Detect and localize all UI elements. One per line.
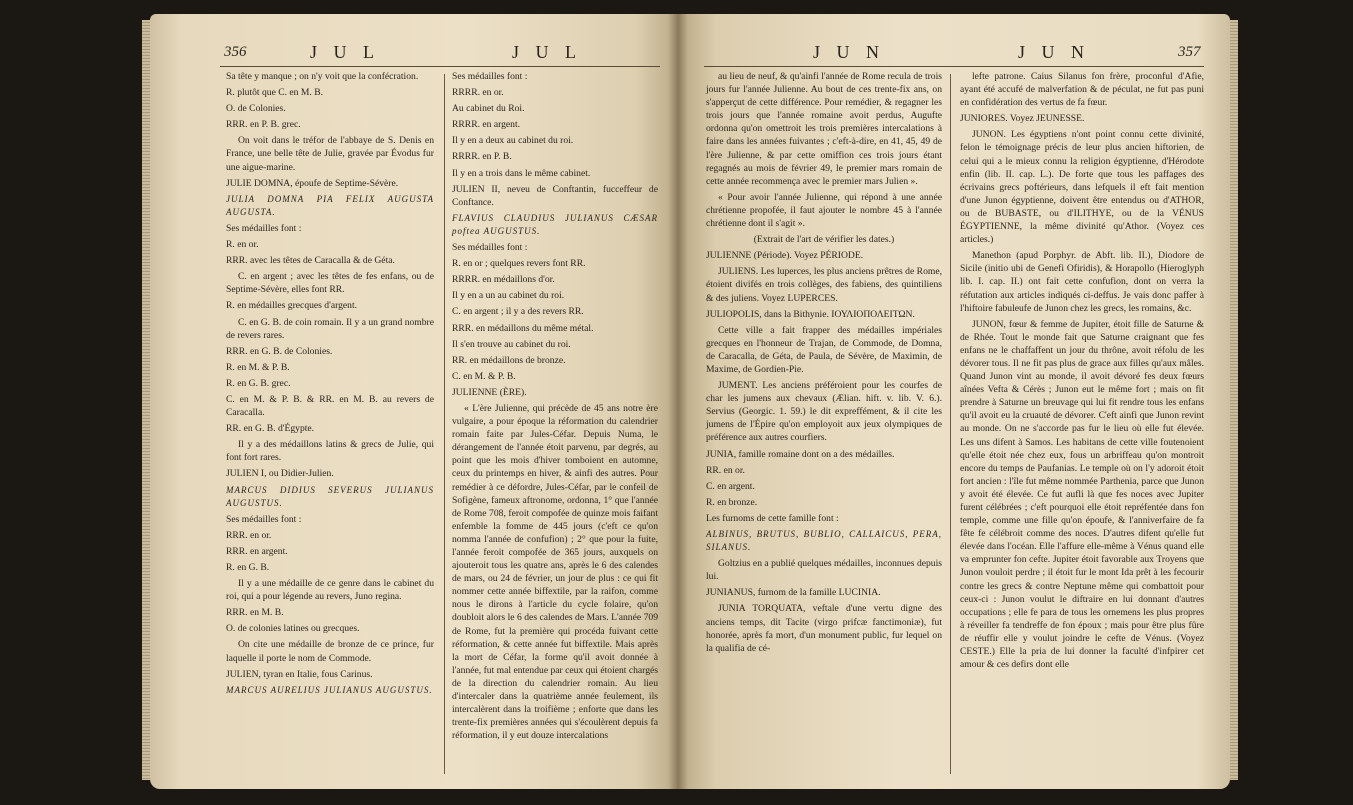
page-edges-left [142,20,150,780]
text-paragraph: MARCUS DIDIUS SEVERUS JULIANUS AUGUSTUS. [226,484,434,508]
text-paragraph: JUMENT. Les anciens préféroient pour les courfes de char les jumens aux chevaux (Ælian. hift. v. lib. V. 6.). Servius (Georgic. 1. 59.) le dit expreffément, & il cite les jumens de l'Épire qu'on employoit aux jeux olympiques de préférence aux autres courfiers. [706,380,942,444]
text-paragraph: R. en or. [226,239,259,251]
text-paragraph: RRRR. en P. B. [452,151,512,163]
running-head: J U N [813,42,886,62]
text-paragraph: Il y a des médaillons latins & grecs de Julie, qui font fort rares. [226,439,434,464]
text-paragraph: ALBINUS, BRUTUS, BUBLIO, CALLAICUS, PERA, SILANUS. [706,529,942,553]
text-paragraph: RRR. en médaillons du même métal. [452,322,594,334]
text-paragraph: Il y en a trois dans le même cabinet. [452,167,591,179]
page-number: 357 [1178,44,1201,60]
text-paragraph: « L'ère Julienne, qui précède de 45 ans notre ère vulgaire, a pour époque la réformation du calendrier romain faite par Jules-Céfar. Depuis Numa, le dérangement de l'année étoit parvenu, par degrés, au point que les mois d'hiver tomboient en automne, ceux du printemps en hiver, & ainfi des autres. Pour remédier à ce défordre, Jules-Céfar, par le confeil de Sofigène, fameux aftronome, ordonna, 1° que l'année de Rome 708, feroit compofée de quinze mois faifant enfemble la fomme de 445 jours (c'eft ce qu'on nomma l'année de confufion) ; 2° que pour la fuite, l'année feroit compofée de 365 jours, auxquels on ajouteroit tous les quatre ans, après le 6 des calendes de mars, ou 24 de février, un jour de plus : ce qui fit nommer cette année biffextile, par la raifon, comme nous le dirons à l'article du cycle folaire, qu'on doubloit alors le 6 des calendes de Mars. L'année 709 de Rome, fut la première qui procéda fuivant cette réformation, & cette année fut biffextile. Mais après la mort de Céfar, la forme qu'il avoit donnée à l'année, fut mal entendue par ceux qui étoient chargés de la direction du calendrier romain. Au lieu d'intercaler dans la quatrième année feulement, ils intercalèrent dans la troifième ; enforte que dans les trente-fix premières années qui s'écoulèrent depuis fa réformation, il y eut douze intercalations [452,402,658,742]
running-head: J U L [512,42,582,62]
column-rule [950,74,951,774]
right-page [678,14,1230,789]
text-paragraph: RRRR. en or. [452,87,504,99]
text-paragraph: C. en G. B. de coin romain. Il y a un grand nombre de revers rares. [226,316,434,341]
text-paragraph: On voit dans le tréfor de l'abbaye de S. Denis en France, une belle tête de Julie, gravée par Évodus fur une aigue-marine. [226,135,434,173]
text-paragraph: On cite une médaille de bronze de ce prince, fur laquelle il porte le nom de Commode. [226,639,434,664]
text-paragraph: JULIEN II, neveu de Conftantin, fucceffeur de Conftance. [452,183,658,208]
text-paragraph: C. en M. & P. B. [452,370,516,382]
text-paragraph: C. en M. & P. B. & RR. en M. B. au revers de Caracalla. [226,393,434,419]
text-paragraph: JULIENNE (ÈRE). [452,386,527,398]
running-head: J U N [1018,42,1091,62]
text-paragraph: Manethon (apud Porphyr. de Abft. lib. II.), Diodore de Sicile (initio ubi de Genefi Ofiridis), & Horapollo (Hieroglyph lib. I. cap. II.) ont fait cette confufion, dont on verra la réfutation aux articles indiqués ci-deffus. Je vais donc paffer à l'hiftoire fabuleufe de Junon chez les grecs, les romains, &c. [960,250,1204,314]
text-paragraph: Ses médailles font : [452,71,528,82]
text-paragraph: R. en G. B. grec. [226,377,291,389]
text-paragraph: « Pour avoir l'année Julienne, qui répond à une année chrétienne propofée, il faut ajouter le nombre 45 à l'année chrétienne dont il s'agit ». [706,191,942,230]
text-paragraph: R. en M. & P. B. [226,361,290,373]
text-column [452,70,658,745]
text-paragraph: JULIOPOLIS, dans la Bithynie. ΙΟΥΛΙΟΠΟΛΕΙΤΩΝ. [706,308,915,320]
page-edges-right [1230,20,1238,780]
text-paragraph: O. de Colonies. [226,103,286,115]
text-paragraph: Les furnoms de cette famille font : [706,512,839,524]
text-paragraph: JULIA DOMNA PIA FELIX AUGUSTA AUGUSTA. [226,193,434,217]
text-paragraph: Au cabinet du Roi. [452,103,525,115]
left-page [150,14,678,789]
text-column [706,70,942,658]
text-paragraph: RRRR. en médaillons d'or. [452,274,555,286]
text-column [960,70,1204,674]
text-paragraph: JUNIANUS, furnom de la famille LUCINIA. [706,587,881,599]
text-paragraph: JULIE DOMNA, époufe de Septime-Sévère. [226,177,399,189]
text-paragraph: R. en or ; quelques revers font RR. [452,258,586,270]
text-paragraph: RR. en or. [706,464,745,476]
text-paragraph: JUNIORES. Voyez JEUNESSE. [960,113,1085,125]
text-paragraph: Goltzius en a publié quelques médailles, inconnues depuis lui. [706,558,942,583]
text-paragraph: (Extrait de l'art de vérifier les dates.) [753,234,895,246]
text-paragraph: JUNON. Les égyptiens n'ont point connu cette divinité, felon le témoignage précis de leur plus ancien hiftorien, de celui qui a le mieux connu la religion égyptienne, d'Hérodote enfin (lib. II. cap. L.). De forte que tous les paffages des écrivains grecs poftérieurs, dans lefquels il eft fait mention d'une Junon égyptienne, doivent être entendus ou d'ATHOR, ou de BUBASTE, ou d'ILITHYE, ou de la VÉNUS ÉGYPTIENNE, la même divinité qu'Athor. (Voyez ces articles.) [960,129,1204,246]
text-paragraph: R. en G. B. [226,562,270,573]
text-paragraph: RRR. en argent. [226,545,288,557]
text-paragraph: RR. en médaillons de bronze. [452,354,566,366]
text-paragraph: JULIEN, tyran en Italie, fous Carinus. [226,668,373,680]
text-paragraph: C. en argent ; il y a des revers RR. [452,306,584,318]
text-paragraph: JUNON, fœur & femme de Jupiter, étoit fille de Saturne & de Rhée. Tout le monde fait que Saturne craignant que fes enfans ne le chaffaffent un jour du thrône, avoit réfolu de les dévorer tous. Il ne fit pas plus de grace aux filles qu'aux mâles. Quand Junon vint au monde, il avoit dévoré fes deux fœurs aînées Vefta & Cérès ; Junon eut le même fort ; mais on fit prendre à Saturne un breuvage qui lui fit rendre tous les enfans qu'il avoit eu la cruauté de dévorer. C'eft ainfi que Junon revint au monde. On ne s'accorde pas fur le lieu où elle fut élevée. Les uns difent à Samos. Les habitans de cette ville foutenoient qu'elle étoit née chez eux, fous un arbriffeau qu'on montroit encore du temps de Paufanias. Le temple où on l'y adoroit étoit fort ancien : l'île fut même nommée Parthenia, parce que Junon y avoit été élevée. Ce fut aufli là que fes noces avec Jupiter furent célébrées ; c'eft pourquoi elle étoit repréfentée dans fon temple, comme une fille qu'on époufe, & l'anniverfaire de fa fête fe célébroit comme des noces. D'autres difent qu'elle fut élevée dans l'océan. Elle l'affure elle-même à Vénus quand elle va emprunter fon cefte. Jupiter étoit favorable aux Troyens que Junon vouloit perdre ; il étoit fur le mont Ida prêt à les fecourir contre les grecs & contre Neptune même qui combattoit pour ceux-ci : Junon voulut le diftraire en lui donnant d'autres occupations ; elle fe para de tous les ornemens les plus propres à réveiller fa tendreffe de fon époux ; mais pour être plus fûre de réuffir elle y voulut joindre le cefte de Vénus. (Voyez CESTE.) Elle la pria de lui donner la faculté d'infpirer cet amour & ces defirs dont elle [960,318,1204,671]
text-paragraph: R. en médailles grecques d'argent. [226,300,358,312]
running-head: J U L [310,42,380,62]
text-paragraph: RR. en G. B. d'Égypte. [226,423,315,435]
text-paragraph: Il s'en trouve au cabinet du roi. [452,338,571,350]
text-paragraph: Ses médailles font : [226,513,302,525]
text-paragraph: RRR. en or. [226,529,272,541]
header-rule [704,66,1204,67]
text-paragraph: R. plutôt que C. en M. B. [226,87,324,99]
text-paragraph: lefte patrone. Caius Silanus fon frère, proconful d'Afie, ayant été accufé de malverfation & de péculat, ne fut pas puni en confidération des vertus de fa fœur. [960,71,1204,109]
text-paragraph: R. en bronze. [706,496,758,508]
text-paragraph: Ses médailles font : [452,242,528,254]
text-paragraph: JULIENS. Les luperces, les plus anciens prêtres de Rome, étoient divifés en trois collèges, des fabiens, des quintiliens & des juliens. Voyez LUPERCES. [706,266,942,304]
text-paragraph: au lieu de neuf, & qu'ainfi l'année de Rome recula de trois jours fur l'année Julienne. Au bout de ces trente-fix ans, on s'apperçut de cette différence. Pour remédier, & regagner les trois jours que l'année romaine avoit perdus, Augufte ordonna qu'on omettroit les trois premières intercalations à faire dans les années fuivantes ; c'eft-à-dire, en 41, 45, 49 de l'ère Julienne, & par cette omiffion ces trois jours étant regagnés au mois de février 49, le premier mars romain de cette année recommença avec le premier mars Julien ». [706,71,942,187]
text-paragraph: Il y a une médaille de ce genre dans le cabinet du roi, qui a pour légende au revers, Juno regina. [226,578,434,603]
text-paragraph: MARCUS AURELIUS JULIANUS AUGUSTUS. [226,684,433,695]
text-paragraph: RRR. en P. B. grec. [226,119,301,131]
text-paragraph: RRR. en M. B. [226,607,284,619]
text-paragraph: Cette ville a fait frapper des médailles impériales grecques en l'honneur de Trajan, de Commode, de Domna, de Caracalla, de Géta, de Paula, de Sévère, de Maximin, de Maxime, de Gordien-Pie. [706,324,942,375]
book-spread [150,14,1230,789]
text-paragraph: C. en argent. [706,480,755,492]
text-paragraph: JUNIA TORQUATA, veftale d'une vertu digne des anciens temps, dit Tacite (virgo prifcæ fanctimoniæ), fut honorée, après fa mort, d'un monument public, fur lequel on la qualifia de cé- [706,603,942,654]
text-paragraph: Il y en a deux au cabinet du roi. [452,135,574,147]
text-paragraph: JULIENNE (Période). Voyez PÉRIODE. [706,250,864,262]
text-paragraph: JUNIA, famille romaine dont on a des médailles. [706,448,895,460]
text-paragraph: Il y en a un au cabinet du roi. [452,290,565,302]
text-column [226,70,434,700]
text-paragraph: FLAVIUS CLAUDIUS JULIANUS CÆSAR poftea AUGUSTUS. [452,212,658,236]
book-gutter [668,14,688,789]
text-paragraph: Ses médailles font : [226,222,302,234]
page-number: 356 [224,44,247,60]
header-rule [220,66,660,67]
text-paragraph: Sa tête y manque ; on n'y voit que la confécration. [226,71,419,82]
text-paragraph: RRRR. en argent. [452,119,521,131]
text-paragraph: JULIEN I, ou Didier-Julien. [226,468,334,480]
column-rule [444,74,445,774]
text-paragraph: C. en argent ; avec les têtes de fes enfans, ou de Septime-Sévère, elles font RR. [226,271,434,296]
text-paragraph: RRR. en G. B. de Colonies. [226,345,333,357]
text-paragraph: O. de colonies latines ou grecques. [226,623,360,635]
text-paragraph: RRR. avec les têtes de Caracalla & de Géta. [226,255,395,267]
